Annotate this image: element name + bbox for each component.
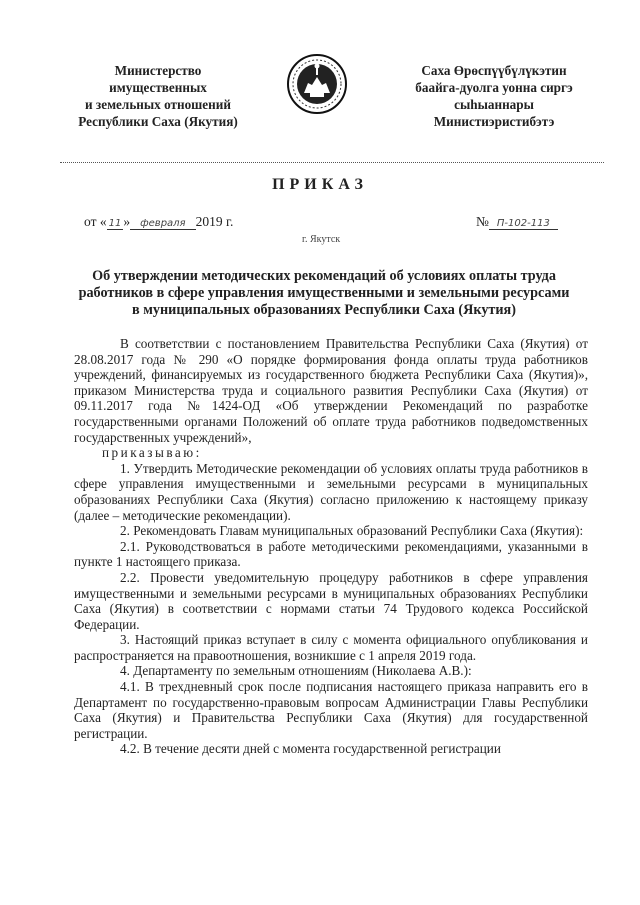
date-year: 2019 г. xyxy=(195,214,234,229)
ministry-name-russian xyxy=(58,62,258,130)
ministry-name-line: сыһыаннары xyxy=(454,97,534,112)
order-number xyxy=(476,214,558,230)
number-value: П-102-113 xyxy=(489,218,558,230)
ministry-name-line: и земельных отношений xyxy=(85,97,231,112)
paragraph: 4.1. В трехдневный срок после подписания настоящего приказа направить его в Департамент по государственно-правовым вопросам Администрации Главы Республики Саха (Якутия) и Правительства Республики Саха (Якутия) для государственной регистрации. xyxy=(74,679,588,741)
ministry-name-yakut xyxy=(388,62,600,130)
document-title: Об утверждении методических рекомендаций об условиях оплаты труда работников в сфере управления имущественными и земельными ресурсами в муниципальных образованиях Республики Саха (Якутия) xyxy=(78,268,570,318)
ministry-name-line: Саха Өрөспүүбүлүкэтин xyxy=(421,63,567,78)
document-body xyxy=(74,336,588,757)
city-label: г. Якутск xyxy=(302,234,341,245)
ministry-name-line: Министиэристибэтэ xyxy=(433,114,555,129)
order-title: ПРИКАЗ xyxy=(272,176,368,193)
paragraph: 2. Рекомендовать Главам муниципальных образований Республики Саха (Якутия): xyxy=(120,523,584,539)
date-day: 11 xyxy=(108,218,122,229)
ministry-name-line: имущественных xyxy=(109,80,207,95)
paragraph: В соответствии с постановлением Правительства Республики Саха (Якутия) от 28.08.2017 года № 290 «О порядке формирования фонда оплаты труда работников учреждений, финансируемых из государственного бюджета Республики Саха (Якутия)», приказом Министерства труда и социального развития Республики Саха (Якутия) от 09.11.2017 года №1424-ОД «Об утверждении Рекомендаций по разработке государственными органами Положений об оплате труда работников подведомственных государственных учреждений», xyxy=(74,336,588,445)
date-separator: » xyxy=(123,214,131,229)
order-date xyxy=(84,214,233,230)
paragraph-keyword: приказываю: xyxy=(102,445,202,461)
paragraph: 2.1. Руководствоваться в работе методическими рекомендациями, указанными в пункте 1 настоящего приказа. xyxy=(74,538,588,570)
coat-of-arms-icon xyxy=(286,53,348,115)
date-prefix: от « xyxy=(84,214,107,229)
paragraph: 4.2. В течение десяти дней с момента государственной регистрации xyxy=(120,741,501,757)
paragraph: 2.2. Провести уведомительную процедуру работников в сфере управления имущественными и земельными ресурсами в муниципальных образованиях Республики Саха (Якутия) в соответствии с нормами статьи 74 Трудового кодекса Российской Федерации. xyxy=(74,569,588,632)
paragraph: 4. Департаменту по земельным отношениям (Николаева А.В.): xyxy=(120,663,472,679)
number-prefix: № xyxy=(476,214,489,229)
ministry-name-line: баайга-дуолга уонна сиргэ xyxy=(415,80,573,95)
ministry-name-line: Республики Саха (Якутия) xyxy=(78,114,238,129)
paragraph: 3. Настоящий приказ вступает в силу с момента официального опубликования и распространяется на правоотношения, возникшие с 1 апреля 2019 года. xyxy=(74,632,588,663)
paragraph: 1. Утвердить Методические рекомендации об условиях оплаты труда работников в сфере управления имущественными и земельными ресурсами в муниципальных образованиях Республики Саха (Якутия) согласно приложению к настоящему приказу (далее – методические рекомендации). xyxy=(74,460,588,523)
date-month: февраля xyxy=(130,218,195,230)
header-divider xyxy=(60,162,604,163)
ministry-name-line: Министерство xyxy=(114,63,202,78)
